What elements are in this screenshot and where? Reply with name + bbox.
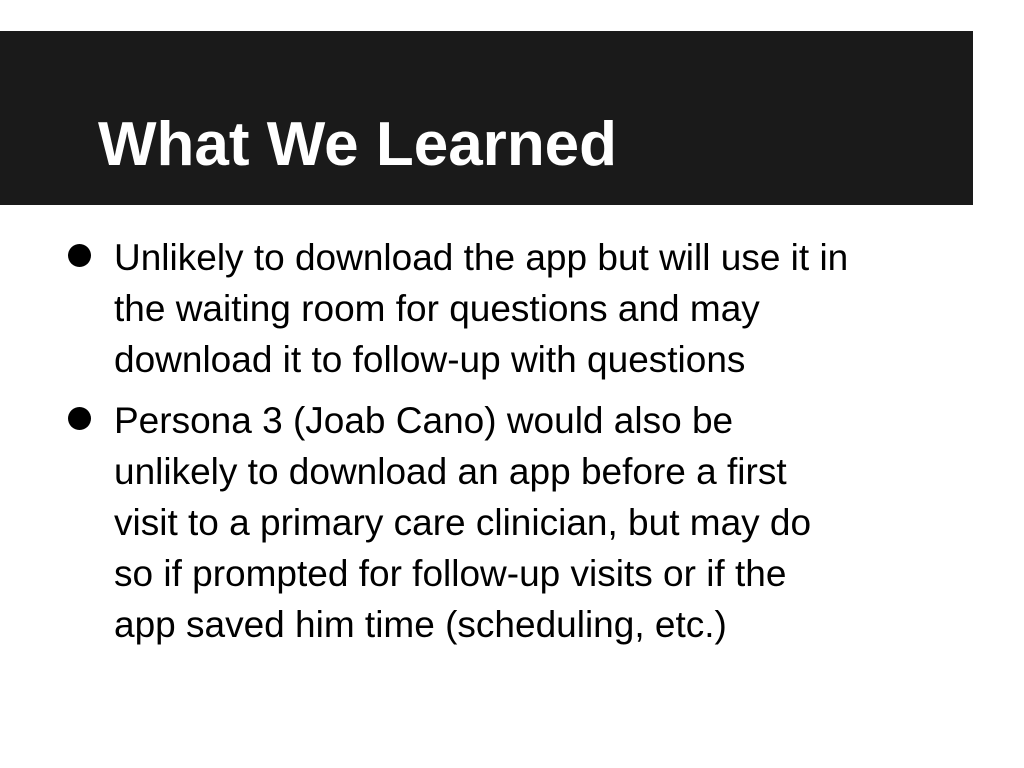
bullet-item [0, 232, 848, 385]
bullet-text-line: the waiting room for questions and may [114, 288, 760, 329]
bullet-item [0, 395, 848, 650]
bullet-text-line: unlikely to download an app before a first [114, 451, 787, 492]
bullet-list [0, 232, 848, 650]
bullet-text-line: download it to follow-up with questions [114, 339, 746, 380]
bullet-dot-icon [68, 244, 91, 267]
bullet-text-line: visit to a primary care clinician, but may do [114, 502, 812, 543]
slide-title: What We Learned [98, 110, 618, 179]
bullet-text-line: Unlikely to download the app but will use it in [114, 237, 849, 278]
bullet-dot-icon [68, 407, 91, 430]
bullet-text-line: so if prompted for follow-up visits or if the [114, 553, 787, 594]
bullet-text-line: Persona 3 (Joab Cano) would also be [114, 400, 734, 441]
bullet-text-line: app saved him time (scheduling, etc.) [114, 604, 727, 645]
